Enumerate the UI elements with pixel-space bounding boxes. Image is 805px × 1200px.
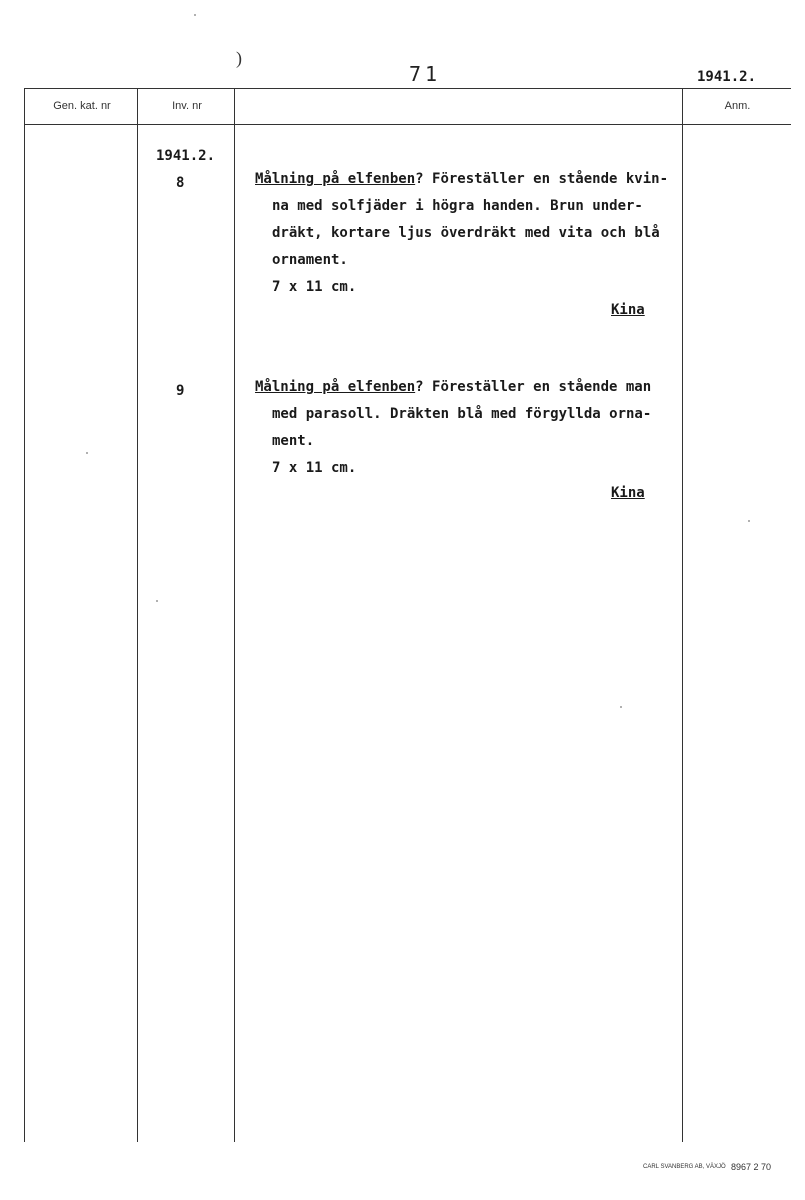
left-border [24,88,25,1142]
scan-speck [86,452,88,454]
scan-speck [156,600,158,602]
form-number: 8967 2 70 [731,1162,772,1172]
column-divider-1 [137,88,138,1142]
entry-line: dräkt, kortare ljus överdräkt med vita och blå [272,225,660,241]
entry-line-rest: ? Föreställer en stående kvin- [415,171,669,187]
column-header-gen-kat-nr: Gen. kat. nr [53,100,111,112]
entry-size: 7 x 11 cm. [272,279,357,295]
printer-imprint: CARL SVANBERG AB, VÄXJÖ [643,1164,726,1170]
entry-title: Målning på elfenben [255,171,416,187]
margin-mark: ) [236,48,242,68]
scan-speck [620,706,622,708]
entry-line [255,166,668,193]
page-number: 71 [408,62,442,86]
entry-description [255,374,651,482]
entry-line: ornament. [272,252,348,268]
header-rule [24,124,791,125]
column-divider-2 [234,88,235,1142]
entry-line: na med solfjäder i högra handen. Brun under- [272,198,643,214]
entry-description [255,166,668,301]
entry-size: 7 x 11 cm. [272,460,357,476]
entry-line: ment. [272,433,315,449]
entry-inv-nr: 8 [176,175,185,191]
entry-title: Målning på elfenben [255,379,416,395]
column-divider-3 [682,88,683,1142]
entry-origin: Kina [611,485,645,501]
scan-speck [194,14,196,16]
top-rule [24,88,791,89]
group-label: 1941.2. [156,148,216,164]
page-reference: 1941.2. [697,69,757,85]
entry-line: med parasoll. Dräkten blå med förgyllda orna- [272,406,652,422]
entry-origin: Kina [611,302,645,318]
column-header-inv-nr: Inv. nr [172,100,202,112]
column-header-anm: Anm. [724,100,751,112]
entry-inv-nr: 9 [176,383,185,399]
entry-line [255,374,651,401]
entry-line-rest: ? Föreställer en stående man [415,379,652,395]
scan-speck [748,520,750,522]
